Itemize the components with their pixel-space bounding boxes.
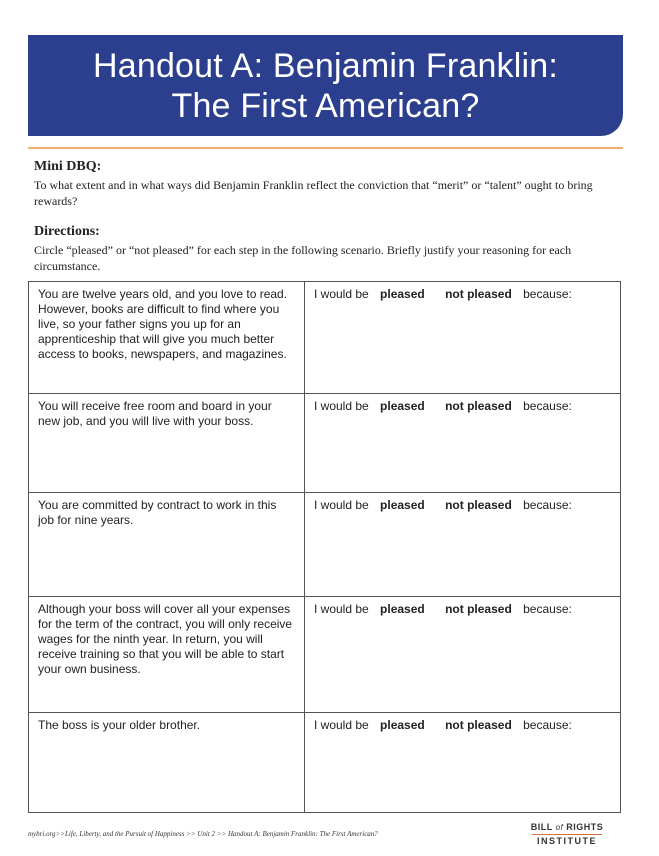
- response-suffix: because:: [523, 399, 572, 413]
- scenario-table: [28, 281, 621, 813]
- mini-dbq-heading: Mini DBQ:: [34, 159, 102, 174]
- mini-dbq-text: To what extent and in what ways did Benjamin Franklin reflect the conviction that “merit” or “talent” ought to bring rewards?: [34, 178, 593, 208]
- scenario-text: You will receive free room and board in your new job, and you will live with your boss.: [29, 394, 305, 492]
- response-suffix: because:: [523, 602, 572, 616]
- option-not-pleased[interactable]: not pleased: [445, 602, 512, 616]
- response-suffix: because:: [523, 718, 572, 732]
- divider-rule: [28, 147, 623, 149]
- bill-of-rights-institute-logo: [528, 822, 606, 847]
- scenario-text: The boss is your older brother.: [29, 713, 305, 812]
- logo-word-rights: RIGHTS: [566, 822, 604, 832]
- option-not-pleased[interactable]: not pleased: [445, 718, 512, 732]
- response-prefix: I would be: [314, 602, 369, 616]
- option-not-pleased[interactable]: not pleased: [445, 287, 512, 301]
- table-row: [29, 393, 620, 492]
- response-cell[interactable]: [305, 493, 620, 596]
- response-cell[interactable]: [305, 713, 620, 812]
- option-pleased[interactable]: pleased: [380, 287, 425, 301]
- scenario-text: You are twelve years old, and you love to read. However, books are difficult to find where you live, so your father signs you up for an apprenticeship that will give you much better access to books, newspapers, and magazines.: [29, 282, 305, 393]
- page-title-line-2: The First American?: [171, 86, 480, 125]
- response-cell[interactable]: [305, 394, 620, 492]
- response-prefix: I would be: [314, 399, 369, 413]
- title-banner: [28, 35, 623, 136]
- response-prefix: I would be: [314, 287, 369, 301]
- scenario-text: Although your boss will cover all your expenses for the term of the contract, you will only receive wages for the ninth year. In return, you will receive training so that you will be able to start your own business.: [29, 597, 305, 712]
- option-pleased[interactable]: pleased: [380, 718, 425, 732]
- logo-word-bill: BILL: [530, 822, 553, 832]
- table-row: [29, 282, 620, 393]
- response-prefix: I would be: [314, 498, 369, 512]
- footer-citation: mybri.org>>Life, Liberty, and the Pursuit of Happiness >> Unit 2 >> Handout A: Benjamin Franklin: The First American?: [28, 830, 378, 838]
- directions-heading: Directions:: [34, 224, 100, 239]
- table-row: [29, 492, 620, 596]
- logo-divider: [532, 834, 602, 835]
- option-pleased[interactable]: pleased: [380, 602, 425, 616]
- response-suffix: because:: [523, 498, 572, 512]
- logo-word-institute: INSTITUTE: [537, 836, 597, 846]
- option-pleased[interactable]: pleased: [380, 399, 425, 413]
- page-title-line-1: Handout A: Benjamin Franklin:: [92, 46, 559, 85]
- response-suffix: because:: [523, 287, 572, 301]
- response-prefix: I would be: [314, 718, 369, 732]
- option-not-pleased[interactable]: not pleased: [445, 498, 512, 512]
- response-cell[interactable]: [305, 597, 620, 712]
- option-pleased[interactable]: pleased: [380, 498, 425, 512]
- logo-word-of: of: [555, 823, 564, 832]
- table-row: [29, 712, 620, 812]
- table-row: [29, 596, 620, 712]
- option-not-pleased[interactable]: not pleased: [445, 399, 512, 413]
- directions-text: Circle “pleased” or “not pleased” for each step in the following scenario. Briefly justify your reasoning for each circumstance.: [34, 243, 572, 273]
- scenario-text: You are committed by contract to work in this job for nine years.: [29, 493, 305, 596]
- response-cell[interactable]: [305, 282, 620, 393]
